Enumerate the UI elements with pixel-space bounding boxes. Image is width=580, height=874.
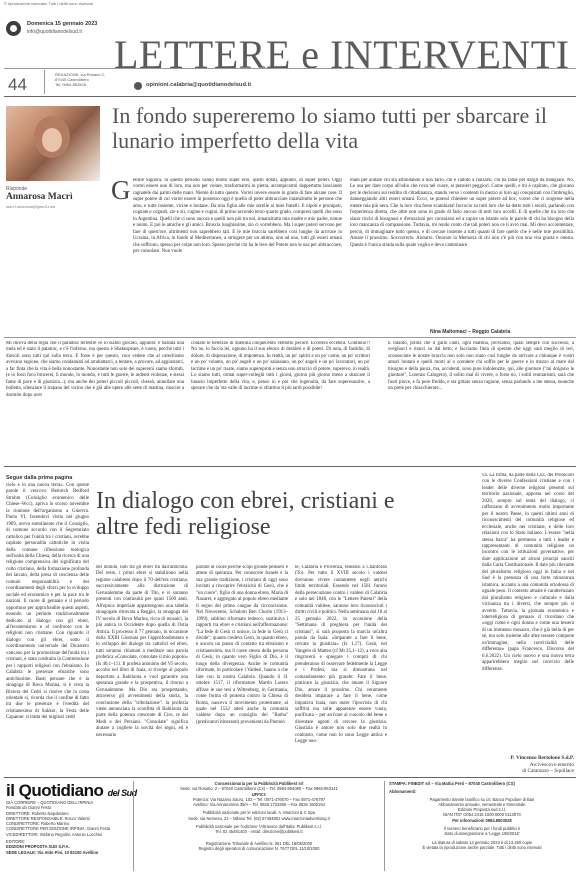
- redazione-line: 87040 Castrolibero: [55, 77, 89, 82]
- redazione-line: Tel. 0984-852828: [55, 82, 86, 87]
- author-email[interactable]: macrì.annarosa@gmail.com: [6, 204, 56, 209]
- article1-column-1: entile Signora, in questo periodo vanno molto super eroi, quelli dotati, appunto, di super poteri. Oggi vorrei essere uno di loro, ma non per volare, trasformarmi in pietra, arrampicarmi dappertutto lanciando ragnatele dai palmi delle mani. Niente di tutto questo. Vorrei invece essere in grado di fare alcune cose. Il super potere di cui vorrei essere in possesso oggi è quello di poter abbracciare innanzitutto le persone che amo, e tutte insieme, vicine e lontane. Da mia figlia alle mie sorelle ai miei fratelli. E nipoti e pronipoti, cognate e cognati, zie e zii, cugine e cugini, di primo secondo terzo quarto grado, compresi quelli che sono in Argentina. Quelli che ci sono ancora e quelli non più tra noi, innanzitutto mia madre e mio padre, nonne e nonni. E poi le amiche e gli amici. Bruscia lunghissime, zio ci vorrebbero. Ma i super poteri servono per fare di quest'ore, altrimenti non saprebbero tali. E le mie braccia sarebbero così lunghe da arrivare in Ucraina, in Africa, in fondo al Mediterraneo, a stringere per un attimo, uno ad uno, tutti gli esseri umani che soffrono, spesso per colpe non loro. Spesso perché chi ha le leve del Potere non le usa per abbracciare, per consolare. Non vuole: [133, 178, 342, 254]
- redazione-line: REDAZIONE: via Rosario 2,: [55, 72, 106, 77]
- section-title: LETTERE e INTERVENTI: [114, 32, 570, 77]
- printing-line: Il numero beneficiario per i fondi pubblici è: [443, 826, 521, 832]
- printing-line: Abbonamento annuale, semestrale e trimestrale: [438, 801, 526, 807]
- masthead-line: VICEDIRETTORI: Stefano Regolini, Antonio Lucchini: [6, 831, 102, 837]
- footer-printing: [389, 781, 575, 850]
- signature-name: P. Vincenzo Bertolone S.d.P.: [510, 755, 574, 761]
- masthead-line: EDITORE:: [6, 839, 26, 845]
- header-vertical-divider: [44, 70, 45, 94]
- printing-line: È vietata la riproduzione anche parziale. Tutti i diritti sono riservati: [422, 844, 542, 850]
- mail-icon: [134, 82, 142, 90]
- article2-column-5-wrapper: [395, 473, 574, 753]
- footer-advertising: [139, 781, 379, 851]
- ads-line: Registro degli operatori di comunicazione N. 7677 DEL 11/10/2000: [198, 845, 320, 851]
- printing-line: Per informazioni 0984.8503028: [452, 817, 512, 823]
- header-date: Domenica 15 gennaio 2023: [27, 21, 98, 27]
- author-name: Annarosa Macrì: [6, 192, 73, 202]
- article2-headline: In dialogo con ebrei, cristiani e altre fedi religiose: [96, 488, 395, 540]
- letter-signature: Nina Maltomaci – Reggio Calabria: [430, 329, 511, 335]
- masthead-line: EDIZIONI PROPOSTA SUD S.P.A.: [6, 844, 70, 850]
- opinions-email[interactable]: opinioni.calabria@quotidianodelsud.it: [146, 82, 252, 88]
- newspaper-logo: [6, 781, 137, 801]
- signature-diocese: di Catanzaro – Squillace: [522, 768, 574, 775]
- article1-headline: In fondo supereremo lo siamo tutti per sbarcare il lunario imperfetto della vita: [112, 103, 547, 153]
- article2-column-5: va. La firma, da parte della CEI, dei Protocolli con le diverse Confessioni cristiane e con i leader delle diverse religioni presenti sul territorio nazionale, apposta nel corso del 2020, sempre sul tema del dialogo, ci rafforzano di avvenimento molto importante per il nostro Paese, in questi ultimi anni di riconoscimenti del comunità religiose ed ecclesiale, anche nei cristiane, e delle loro relazioni con lo Stato italiano. L'essere "nella stessa barca" ha permesso a tutti i leader e rappresentanti di comunità religiose un incontro con le istituzioni governative, per dare applicazione ad alcuni principi sanciti dalla Carta Costituzionale. Il dato più rilevante del pluralismo religioso oggi in Italia e nel Sud è la presenza di una forte minoranza islamica, accanto a una comunità ortodossa di uguale peso. Il contesto attuale è caratterizzato dal pluralismo religioso e culturale e dalla vicinanza tra i diversi, che sempre più si avverte. Tuttavia, la giornata ecumenica e interreligiosa di gennaio ci ricordano che «oggi come e ogni donna e come una tessera di un immenso mosaico, che è già bella di per sé, ma solo insieme alle altre tessere compone un'immagine, nella convivialità delle differenze» (papa Francesco, Discorso del 6.6.2022). Un cielo nuovo e una nuova terra apparirebbero meglio nel convivio delle differenze.: [482, 473, 574, 672]
- author-photo: [6, 106, 100, 181]
- masthead-line: DIRETTORE: Roberto Napoletano: [6, 810, 69, 816]
- printing-line: La tiratura di sabato 14 gennaio 2023 è di 13.450 copie: [431, 839, 533, 845]
- footer-vertical-divider: [384, 781, 385, 871]
- printing-line: STAMPA: FINEDIT srl – Via Mattia Preti – 87040 Castrolibero (CS): [389, 781, 515, 786]
- ads-line: Tel. 02 45481403 · email: direzione@publikest.it: [215, 829, 303, 835]
- article2-column-2: del mondo, noti tra gli ebrei fin dall'antichità. Del resto, i primi ebrei si stabilirono nella regione calabrese dopo il 70 dell'era cristiana, successivamente alla distruzione di Gerusalemme da parte di Tito, e vi saranno presenti con continuità per quasi 1500 anni. All'epoca imperiale appartengono una tabella sinagogale ritrovata a Reggio, la sinagoga del IV secolo di Bova Marina, ricca di mosaici, la più antica in Occidente dopo quella di Ostia Antica. Il processo il 77 gennaio, in occasione della XXIII Giornata per l'approfondimento e lo sviluppo del dialogo tra cattolici ed ebrei, tutti saranno chiamati a meditare una parola profetica «Consolate, consolate il mio popolo» (Is 40,1–11). Il profeta anonimo del VI secolo, accolto nel libro di Isaia, si rivolge al popolo deportato a Babilonia e vuol garantire una speranza grande e la prospettiva, il ritorno a Gerusalemme. Ma Dio sta prospettando, attraverso gli avvenimenti della storia, la conclusione della "tribolazione". la profezia viene annunciata la sconfitta di Babilonia da parte della potenza crescente di Ciro, re dei Medi e dei Persiani. "Consolate" significa aiutare a cogliere la novità dei segni, ed è necessario: [96, 565, 188, 738]
- ads-line: Avellino: Via Annarumma 39/A – Tel. 0825 1733266 – Fax 0825 1800154: [193, 802, 325, 808]
- footer-divider: [4, 777, 576, 778]
- header-bottom-rule: [4, 96, 576, 97]
- footer-vertical-divider: [133, 781, 134, 871]
- logo-main-text: il Quotidiano: [6, 781, 104, 800]
- footer-masthead: [6, 800, 128, 855]
- masthead-line: DIRETTORE RESPONSABILE: Rocco Valenti: [6, 815, 90, 821]
- masthead-line: Fondato da Gianni Festa: [6, 805, 52, 811]
- ads-line: Registrazione Tribunale di Avellino N. 361 DEL 18/05/2000: [205, 840, 313, 846]
- article1-column-2: mani per aiutare chi sta affondando a non farlo, chi è caduto a rialzarsi, chi ha fame per dargli da mangiare. No. Le usa per dare corpo all'odio che cova nel cuore, ai pensieri peggiori. Come quelli, e mi è capitato, che giocano per le decisioni sul reddito di cittadinanza, stando verso i contenti in mezzo ai loro agi conquistati con l'imbroglio, danneggiando altri esseri umani. Ecco, se potessi chiedere un super potere ad hoc, vorrei che ci sorgesse nella mente mia più nera. Che la loro vita fosse scambiata! Incrocio su tutti loro che ha detto tutti i secoli, parlando con l'esperienza diretta, che oltre non sono in grado di farlo ancora di tutti loro uccelli. E di quelle che tra loro che siano ricchi di bisognosi e d'emozioni per consolarsi ed a capire un istante solo le parole di chi ha bisogno della loro mancanza di compassione. Tuttavia, mi rendo conto che tali poteri non ce li avrò mai. Mi devo accontentare, perciò, di immaginare tutto questo, e di cercare insieme a tutti quanti di fare quello che è nelle mie possibilità. Amare il prossimo. Soccorrerlo. Aiutarlo. Onorare la Memoria di chi non c'è più con una vita giusta e onesta. Questa è l'unica strada sulla quale voglio e devo camminare.: [350, 178, 574, 248]
- printing-line: IBAN IT67 O054 2415 1000 0000 0113070: [443, 812, 521, 818]
- signature-role: Arcivescovo emerito: [529, 761, 574, 768]
- article2-column-4: te, Calabria e Provenza, tenutosi a Chanforan (To). Per tutto il XVIII secolo i valdesi dovranno vivere cautamente negli antichi limiti territoriali. Essendo nel 1561 furono della persecuzione contro i valdesi di Calabria e solo nel 1848, con le "Lettere Patenti" della comunità valdese, saranno loro riconosciuti i diritti civili e politici. Nella settimana dal 18 al 25 gennaio 2022, in occasione della "Settimana di preghiera per l'unità dei cristiani", si sarà proposta la marcia un'altra parola da Isaia: «Imparate a fare il bene, cercate la giustizia» (Is 1,17). Gesù, nel Vangelo di Matteo (cf Mt 25,1–12), a voce alta ringraverà e spiegare i compiti di chi prenderanno di osservare fedelmente la Legge e i Profeti, ma si dimostrano nel comandamento più grande: Fare il bene, praticare la giustizia, che amare il Signore Dio, amare il prossimo. Chi veramente desidera imparare a fare il bene, come imparava Isaia, non nutre l'ipocrisia di chi soffrirà ma sulle apparenze essere vuota, purificata – per arrivare al cuocolo del bene e diventare agenti di cercare la giustizia. Giustizia è amore non solo due realtà in contrasto, come non lo sono Legge antica e Legge nuo-: [295, 565, 387, 745]
- headline-spacer: [395, 473, 479, 487]
- article1-column-3: Mi diceva della regia che il paradiso terrestre ce lo siamo giocato, appunto: è bastata una mela ed è stato il patatrac, e c'è l'inferno, ma questo è Shakespeare, è vuoto, perché tutti i diavoli sono tutti qui sulla terra. E forse è per questo, vuoi vedere che al catechismo avevano ragione, che siamo condannati ad arrabattarci, a tentare, a provare, ad aggiustarci, a far finta che la vita è bella nonostante. Nonostante non solo dei supereroi siamo sforniti, (e io fossi foco brucerei, il mondo, lo mondo, e tutti le guerre, le ardenti violenze, e stessi fame di pace e di giustizia...), ma anche dei poteri piccoli piccoli, chessò, annullare una bolletta, silenziare il trapano del vicino che è già alle opere alle sette di mattina, riuscire a dormire dopo aver: [6, 341, 184, 398]
- printing-line: Pagamento tramite bonifico su c/c Banca Popolare di Bari: [429, 796, 535, 802]
- header-divider: [4, 68, 576, 69]
- masthead-line: GIÀ CORRIERE – QUOTIDIANO DELL'IRPINIA: [6, 800, 94, 805]
- article2-column-1: [6, 473, 89, 773]
- section-divider: [4, 466, 576, 467]
- quotidiano-logo-icon: [6, 21, 21, 36]
- article2-column-3: parlare al cuore perché scopi gronde pensieri e attese di speranza. Per conoscere Israele e la sua grande tradizione, i cristiani di oggi sono invitati a riscoprire l'ebraicità di Gesù, che è "un cuore", figlio di una donna ebrea, Maria di Nazaret, e aggregato al popolo ebreo mediante il segno del primo cangue da circoncisione. Nel Novecento, Schalom Ben Chorin (1913–1999), rabbino riformato tedesco, sostituiva i rapporti tra ebrei e cristiani nell'affermazione: "La fede di Gesù ci unisce, la fede in Gesù ci divide"; quanto credeva Gesù, in quanto ebreo, è ancora un punto di contatto tra ebraismo e cristianesimo, ma il cuore stesso della persona di Gesù, in quanto vero Figlio di Dio, è il luogo della divergenza. Anche le comunità riformate, in particolare i Valdesi, hanno a che fare con la nostra Calabria. Quando il 31 ottobre 1517, il riformatore Martin Lutero affisse le sue tesi a Wittenberg, in Germania, come forma di protesta contro la Chiesa di Roma, nasceva il movimento protestante, al quale nel 1532 aderì anche la comunità valdese dopo un consiglio dei "Barba" (predicatori itineranti) provenienti da Piemon: [196, 565, 288, 725]
- copyright-notice: © riproduzione riservata. Tutti i diritti sono riservati: [4, 1, 93, 6]
- page-number: 44: [8, 75, 27, 94]
- ads-line: Sede: via Nervesa, 21 – Milano Tel. (02) 57494802 www.manzoniadvertising.it: [188, 815, 330, 821]
- article1-column-5: E intanto, prima che il gallo canti, ogni mattina, proviamo, quasi sempre con successo, a svegliarci e tirarci su dal letto, e facciamo finta di sperare che oggi sarà meglio di ieri, sconosciute le nostre braccia non solo non siano così lunghe da arrivare a chiunque è vostri amori lontani e quelli morti ai o scendere chi soffre per le guerre e in mezzo al mare dal bisogno e della paura, ma, accidenti, sono pure indolenzite, qui, alle giunture ("mi dolgono le giunture", Lorenzo Calogero), il solito mal di vivere, o forse no, i soliti reumatismi, sarà che fuori piove, e fa pure freddo, e sta gittato senza ragione, senza parlando a me stessa, neanche un prete per chiacchierare...: [388, 341, 574, 392]
- continued-from-front-label: Segue dalla prima pagina: [6, 475, 73, 481]
- masthead-line: CONDIRETTORE PER EDIZIONE IRPINIA: Gianni Festa: [6, 826, 111, 832]
- article2-signature: [478, 755, 574, 775]
- letter-divider: [4, 337, 576, 338]
- masthead-line: SEDE LEGALE: Via Aldo Pini, 10 83100 Avellino: [6, 849, 99, 855]
- printing-line: stato di assegnazione a 'Legge 198/2016': [444, 831, 520, 837]
- ads-line: Concessionaria per la Pubblicità Publikest srl: [214, 781, 304, 786]
- ads-line: UFFICI:: [251, 791, 267, 797]
- header-email[interactable]: info@quotidianodelsud.it: [27, 29, 82, 35]
- dropcap-letter: G: [111, 175, 131, 205]
- printing-line: Edizioni Proposta sud s.r.l.: [457, 807, 507, 813]
- article1-column-4: contato le bellezze di duemila cinquecento ventotto pecore. Eccetera eccetera. Continuo?! No no, lo faccia lei, ognuno ha il suo elenco di desideri e di poteri. Di noia, di fastidio, di dolore, di disperazione, di impotenza. In realtà, un po' spiriti e un po' carne, un po' scrittori e un po' volamo, un po' angeli e un po' salassano, un po' angeli e un po' lavoratori, un po' lacrime e un po' risate, siamo supereproti e senza uno straccio di potere, superevo, in realtà. Lo siamo tutti, ormai super-colleghi tutti i giorni, giorno più giorno meno a sbarcare il lunario imperfetto della vita, e, penso io e poi che ingenuità, da fare superesaurire, a sperare che da 'sta valle di lacrime si sfrattino il più tardi possibile!: [191, 341, 370, 392]
- printing-line: Abbonamenti:: [389, 789, 417, 795]
- article2-column-1-text: cielo e in una nuova terra». Con queste parole il vescovo Heinrich Bedford Strohm (Consiglio ecumenico delle Chiese–Wcc), apriva lo scorso novembre la riunione dell'organismo a Ginevra. Paolo VI, facendovi visita nel giugno 1969, aveva sottolineato che il Consiglio, di comune accordo con il Segretariato cattolico per l'unità tra i cristiani, avrebbe capitato personalità cattoliche in visita della comune riflessione teologica sull'unità della Chiesa, della ricerca di una religione comprensiva dei significato del culto cristiano, della formazione profonda dei laicato, della presa di coscienza delle comuni responsabilità e dei coordinamenti degli sforzi per lo sviluppo sociale ed economico e per la pace tra le nazioni. Il cuore di gennaio è il periodo opportuno per approfondire questi aspetti, essendo un periodo tradizionalmente dedicato al dialogo con gli ebrei, all'ecumenismo e al confronto con le religioni non cristiane. Con riguardo il dialogo con gli ebrei, sotto il coordinamento universale del Dicastero vaticano per la promozione dell'unità tra i cristiani, è stata costituita la Commissione per i rapporti religiosi con l'ebraismo. In Calabria le presenze ebraiche sono antichissime. Basti pensare che è la sinagoga di Bova Marina, si è vista la Riviera dei Cedri si risolve che la costa orientale si, ricorda che il confine di fatto tra due le presenze è l'eredità del cristianesimo di Sukkot, la Festa delle Capanne: si tratta dei migliori cedri: [6, 483, 89, 721]
- ads-line: Pubblicità nazionale per l'edizione l'Altravoce dell'Italia: Publikest s.r.l.: [196, 824, 322, 830]
- ads-line: Sede: via Rosario, 2 – 87040 Castrolibero (Cs) – Tel. 0984-854080 – Fax 0984-853141: [180, 786, 338, 792]
- ads-line: Pubblicità nazionale per le edizioni locali: A. Manzoni & C Spa: [202, 810, 316, 816]
- ads-line: Potenza: Via Nazario Sauro, 102 – Tel. 0971-476670 – Fax 0971-476797: [192, 796, 326, 802]
- masthead-line: CONDIRETTORE: Roberto Marino: [6, 821, 70, 827]
- risponde-label: Risponde: [6, 186, 28, 192]
- redazione-info: [55, 72, 105, 87]
- logo-accent-text: del Sud: [107, 788, 137, 798]
